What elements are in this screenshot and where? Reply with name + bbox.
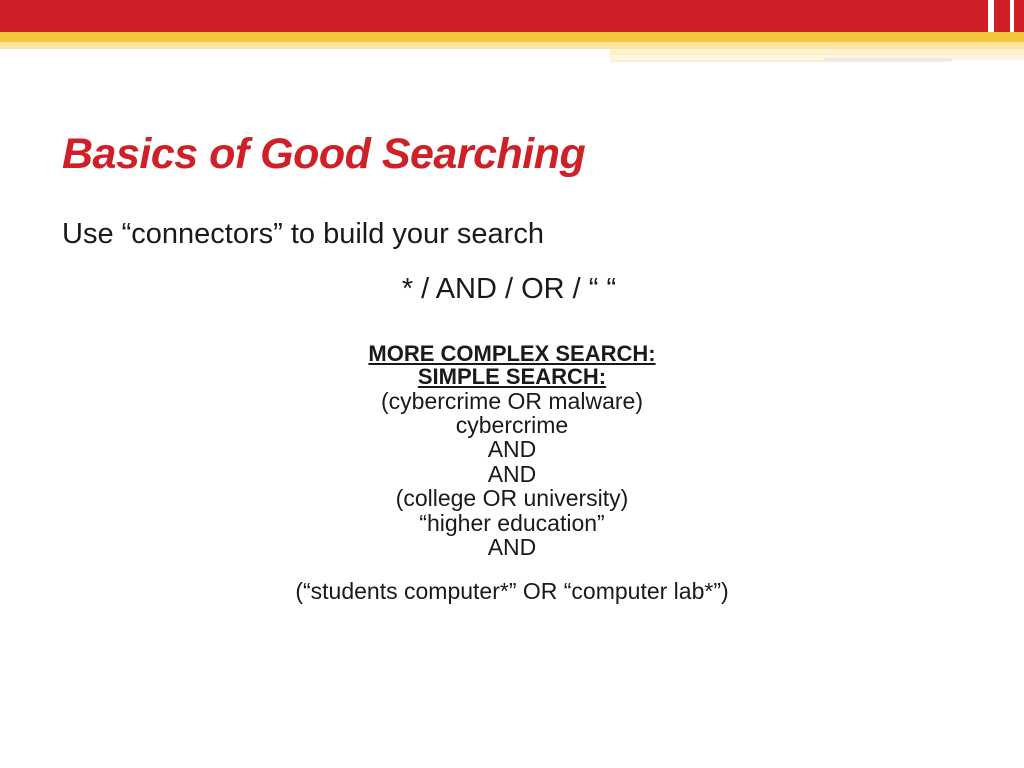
banner-gray-segment — [824, 58, 952, 61]
connectors-line — [0, 273, 1024, 306]
page-title: Basics of Good Searching — [62, 130, 586, 178]
banner-red-band — [0, 0, 1024, 32]
banner-light-yellow-band — [0, 42, 1024, 49]
banner-red-notch-1 — [988, 0, 994, 32]
example-line: (college OR university) — [395, 485, 629, 512]
example-line: AND — [487, 460, 537, 487]
banner-yellow-band — [0, 32, 1024, 42]
example-line: AND — [487, 533, 537, 560]
slide-body — [0, 70, 1024, 768]
connectors-text: * / AND / OR / “ “ — [401, 273, 617, 305]
complex-search-header: MORE COMPLEX SEARCH: — [368, 341, 656, 366]
slide-top-banner — [0, 0, 1024, 70]
lead-text: Use “connectors” to build your search — [62, 218, 544, 250]
example-line: cybercrime — [455, 412, 569, 438]
banner-red-notch-2 — [1010, 0, 1014, 32]
example-final-line: (“students computer*” OR “computer lab*”) — [295, 578, 729, 605]
example-line: (cybercrime OR malware) — [381, 387, 643, 414]
example-line: “higher education” — [419, 509, 605, 536]
example-line: AND — [487, 436, 537, 463]
simple-search-header: SIMPLE SEARCH: — [417, 364, 607, 390]
search-examples-block — [0, 342, 1024, 604]
